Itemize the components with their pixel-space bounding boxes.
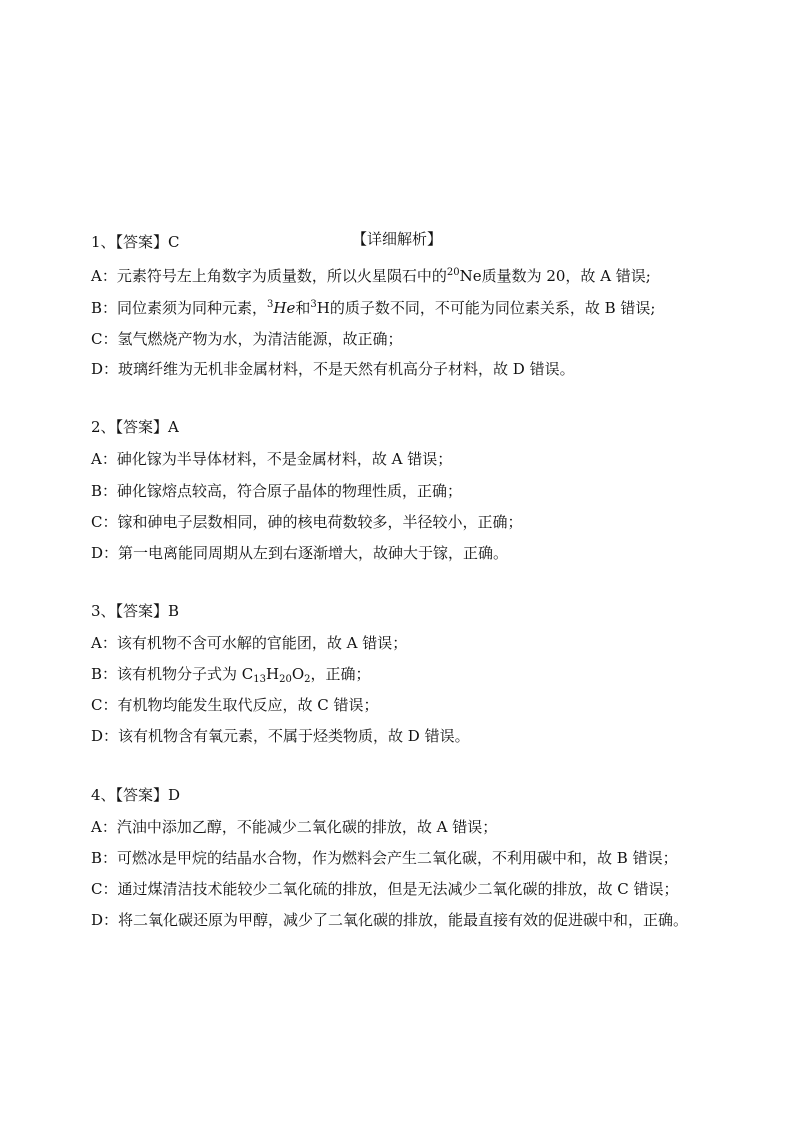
page-title: 【详细解析】 [351,230,442,248]
q3-answer-line: 3、【答案】B [91,602,180,620]
q1-option-a-pre: A：元素符号左上角数字为质量数，所以火星陨石中的 [91,267,447,285]
q1-option-c: C：氢气燃烧产物为水，为清洁能源，故正确； [91,330,403,348]
q1-option-b [91,298,655,318]
q1-option-b-he: He [273,299,296,317]
q1-answer-line: 1、【答案】C [91,233,180,251]
q3-option-b-mid2: O [291,665,305,683]
q2-option-c: C：镓和砷电子层数相同，砷的核电荷数较多，半径较小，正确； [91,513,523,531]
q4-option-b: B：可燃冰是甲烷的结晶水合物，作为燃料会产生二氧化碳，不利用碳中和，故 B 错误； [91,849,678,867]
q3-option-b-post: ，正确； [310,665,371,683]
q1-option-b-mid: 和 [295,299,311,317]
q1-option-a-sup: 20 [446,267,460,278]
q3-option-a: A：该有机物不含可水解的官能团，故 A 错误； [91,634,408,652]
q2-option-a: A：砷化镓为半导体材料，不是金属材料，故 A 错误； [91,450,453,468]
q3-option-b-mid1: H [266,665,280,683]
q1-option-b-sup2: 3 [310,299,317,310]
q4-option-d: D：将二氧化碳还原为甲醇，减少了二氧化碳的排放，能最直接有效的促进碳中和，正确。 [91,911,689,929]
q1-option-b-post: H的质子数不同，不可能为同位素关系，故 B 错误; [316,299,656,317]
q4-option-a: A：汽油中添加乙醇，不能减少二氧化碳的排放，故 A 错误； [91,818,498,836]
q4-answer-line: 4、【答案】D [91,786,181,804]
q1-option-d: D：玻璃纤维为无机非金属材料，不是天然有机高分子材料，故 D 错误。 [91,360,575,378]
q2-answer-line: 2、【答案】A [91,418,179,436]
q1-option-a-post: Ne质量数为 20，故 A 错误; [459,267,651,285]
q3-option-b [91,664,371,684]
q1-option-b-pre: B：同位素须为同种元素， [91,299,268,317]
q4-option-c: C：通过煤清洁技术能较少二氧化硫的排放，但是无法减少二氧化碳的排放，故 C 错误； [91,880,679,898]
q3-option-b-sub1: 13 [253,674,267,685]
q3-option-b-sub2: 20 [279,674,292,685]
q2-option-b: B：砷化镓熔点较高，符合原子晶体的物理性质，正确； [91,482,463,500]
q3-option-c: C：有机物均能发生取代反应，故 C 错误； [91,696,379,714]
q3-option-b-pre: B：该有机物分子式为 C [91,665,254,683]
q3-option-d: D：该有机物含有氧元素，不属于烃类物质，故 D 错误。 [91,727,470,745]
q1-option-b-sup1: 3 [267,299,274,310]
q2-option-d: D：第一电离能同周期从左到右逐渐增大，故砷大于镓，正确。 [91,544,509,562]
q1-option-a [91,266,651,286]
q3-option-b-sub3: 2 [304,674,311,685]
